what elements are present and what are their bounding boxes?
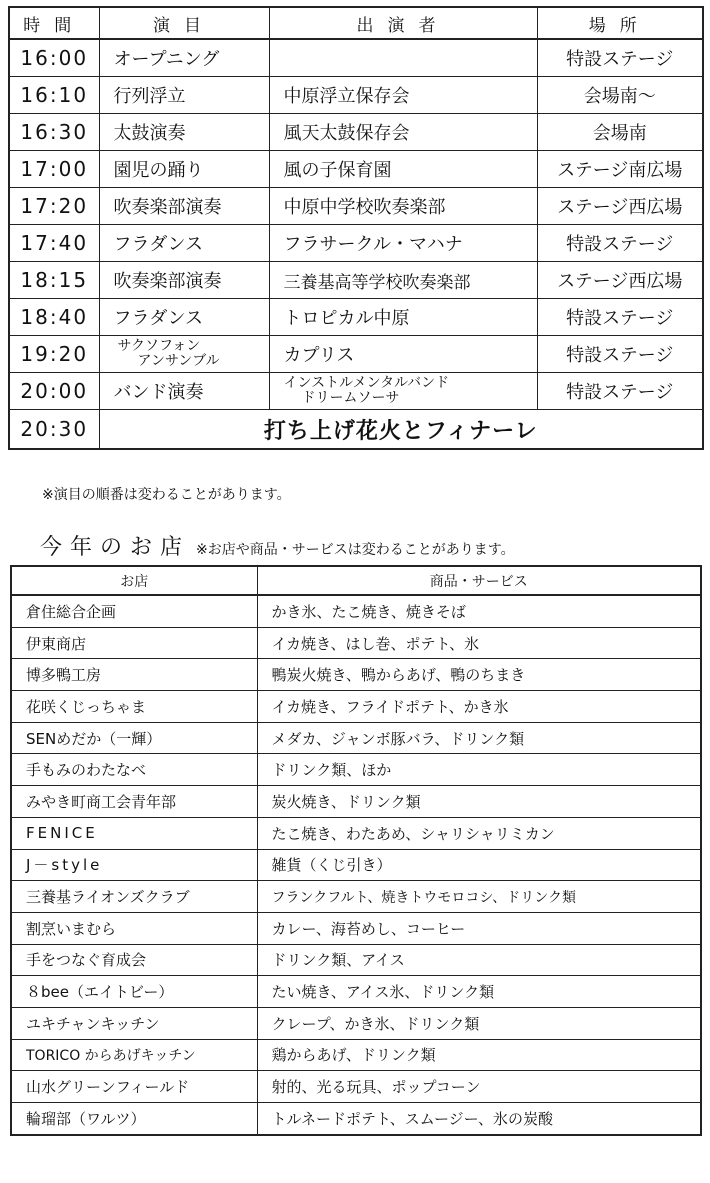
header-time: 時間 [9, 7, 99, 39]
shop-name: FENICE [11, 817, 257, 849]
header-items: 商品・サービス [257, 566, 701, 595]
shop-name: ８bee（エイトビー） [11, 976, 257, 1008]
program-time: 17:20 [9, 188, 99, 225]
program-row [9, 336, 703, 373]
program-performer [269, 39, 537, 77]
shop-name: SENめだか（一輝） [11, 722, 257, 754]
program-time: 17:40 [9, 225, 99, 262]
program-venue: 特設ステージ [537, 336, 703, 373]
program-title: バンド演奏 [99, 373, 269, 410]
shop-items: たこ焼き、わたあめ、シャリシャリミカン [257, 817, 701, 849]
program-performer: カプリス [269, 336, 537, 373]
shop-name: ユキチャンキッチン [11, 1007, 257, 1039]
shop-row [11, 754, 701, 786]
program-title [99, 336, 269, 373]
shop-name: 伊東商店 [11, 627, 257, 659]
shop-name: 輪瑠部（ワルツ） [11, 1103, 257, 1135]
header-venue: 場所 [537, 7, 703, 39]
program-time: 17:00 [9, 151, 99, 188]
program-time: 19:20 [9, 336, 99, 373]
shop-row [11, 691, 701, 723]
shop-name: 三養基ライオンズクラブ [11, 881, 257, 913]
program-time: 20:00 [9, 373, 99, 410]
program-title: 行列浮立 [99, 77, 269, 114]
program-performer: フラサークル・マハナ [269, 225, 537, 262]
program-performer-line: インストルメンタルバンド [283, 375, 450, 391]
header-title: 演目 [99, 7, 269, 39]
shops-header-row [11, 566, 701, 595]
shop-name: 割烹いまむら [11, 912, 257, 944]
program-time: 18:40 [9, 299, 99, 336]
program-title: 園児の踊り [99, 151, 269, 188]
program-note: ※演目の順番は変わることがあります。 [42, 487, 291, 503]
program-row [9, 77, 703, 114]
shop-items: ドリンク類、アイス [257, 944, 701, 976]
program-time: 16:10 [9, 77, 99, 114]
program-title: 吹奏楽部演奏 [99, 262, 269, 299]
program-performer: 風の子保育園 [269, 151, 537, 188]
program-venue: 会場南 [537, 114, 703, 151]
shop-items: イカ焼き、はし巻、ポテト、氷 [257, 627, 701, 659]
shop-row [11, 786, 701, 818]
shop-row [11, 944, 701, 976]
shop-row [11, 722, 701, 754]
program-title: 吹奏楽部演奏 [99, 188, 269, 225]
shop-items: イカ焼き、フライドポテト、かき氷 [257, 691, 701, 723]
shop-row [11, 1103, 701, 1135]
program-performer [269, 373, 537, 410]
program-performer-line: ドリームソーサ [301, 390, 400, 406]
shop-row [11, 659, 701, 691]
shops-table [10, 565, 702, 1136]
program-performer: 風天太鼓保存会 [269, 114, 537, 151]
program-venue: ステージ西広場 [537, 262, 703, 299]
shop-name: 手もみのわたなべ [11, 754, 257, 786]
shop-name: TORICO からあげキッチン [11, 1039, 257, 1071]
shops-heading [40, 530, 515, 561]
shop-name: 手をつなぐ育成会 [11, 944, 257, 976]
program-time: 18:15 [9, 262, 99, 299]
shop-items: ドリンク類、ほか [257, 754, 701, 786]
shop-items: 鶏からあげ、ドリンク類 [257, 1039, 701, 1071]
program-row [9, 151, 703, 188]
program-venue: 特設ステージ [537, 373, 703, 410]
program-title: フラダンス [99, 299, 269, 336]
shop-name: 山水グリーンフィールド [11, 1071, 257, 1103]
program-performer: 中原中学校吹奏楽部 [269, 188, 537, 225]
program-row [9, 262, 703, 299]
program-title: オープニング [99, 39, 269, 77]
program-venue: 特設ステージ [537, 299, 703, 336]
shop-items: トルネードポテト、スムージー、氷の炭酸 [257, 1103, 701, 1135]
program-row [9, 39, 703, 77]
program-row [9, 114, 703, 151]
program-time: 16:00 [9, 39, 99, 77]
shop-items: メダカ、ジャンボ豚バラ、ドリンク類 [257, 722, 701, 754]
program-performer: 三養基高等学校吹奏楽部 [269, 262, 537, 299]
shop-items: フランクフルト、焼きトウモロコシ、ドリンク類 [257, 881, 701, 913]
shop-items: 雑貨（くじ引き） [257, 849, 701, 881]
shop-row [11, 1039, 701, 1071]
finale-text: 打ち上げ花火とフィナーレ [99, 410, 703, 450]
shop-row [11, 1071, 701, 1103]
program-row [9, 373, 703, 410]
program-time: 16:30 [9, 114, 99, 151]
program-venue: 会場南～ [537, 77, 703, 114]
program-venue: ステージ南広場 [537, 151, 703, 188]
shop-items: 射的、光る玩具、ポップコーン [257, 1071, 701, 1103]
program-performer: 中原浮立保存会 [269, 77, 537, 114]
shop-name: 倉住総合企画 [11, 595, 257, 627]
program-venue: 特設ステージ [537, 225, 703, 262]
shops-note: ※お店や商品・サービスは変わることがあります。 [196, 542, 515, 558]
shop-items: カレー、海苔めし、コーヒー [257, 912, 701, 944]
shop-row [11, 1007, 701, 1039]
program-table [8, 6, 704, 450]
shop-items: クレープ、かき氷、ドリンク類 [257, 1007, 701, 1039]
shops-title: 今年のお店 [40, 535, 191, 560]
program-row [9, 299, 703, 336]
header-performer: 出演者 [269, 7, 537, 39]
shop-items: 炭火焼き、ドリンク類 [257, 786, 701, 818]
shop-name: J－style [11, 849, 257, 881]
shop-name: みやき町商工会青年部 [11, 786, 257, 818]
finale-time: 20:30 [9, 410, 99, 450]
program-performer: トロピカル中原 [269, 299, 537, 336]
shop-items: かき氷、たこ焼き、焼きそば [257, 595, 701, 627]
shop-name: 花咲くじっちゃま [11, 691, 257, 723]
shop-row [11, 881, 701, 913]
program-row [9, 188, 703, 225]
program-row [9, 225, 703, 262]
shop-row [11, 627, 701, 659]
shop-row [11, 912, 701, 944]
header-shop: お店 [11, 566, 257, 595]
shop-items: たい焼き、アイス氷、ドリンク類 [257, 976, 701, 1008]
shop-row [11, 849, 701, 881]
program-title: フラダンス [99, 225, 269, 262]
program-title: 太鼓演奏 [99, 114, 269, 151]
program-title-line: サクソフォン [117, 338, 201, 354]
program-venue: 特設ステージ [537, 39, 703, 77]
program-finale-row [9, 410, 703, 450]
program-header-row [9, 7, 703, 39]
shop-row [11, 817, 701, 849]
shop-name: 博多鴨工房 [11, 659, 257, 691]
shop-items: 鴨炭火焼き、鴨からあげ、鴨のちまき [257, 659, 701, 691]
shop-row [11, 595, 701, 627]
program-title-line: アンサンブル [137, 353, 220, 369]
program-venue: ステージ西広場 [537, 188, 703, 225]
shop-row [11, 976, 701, 1008]
